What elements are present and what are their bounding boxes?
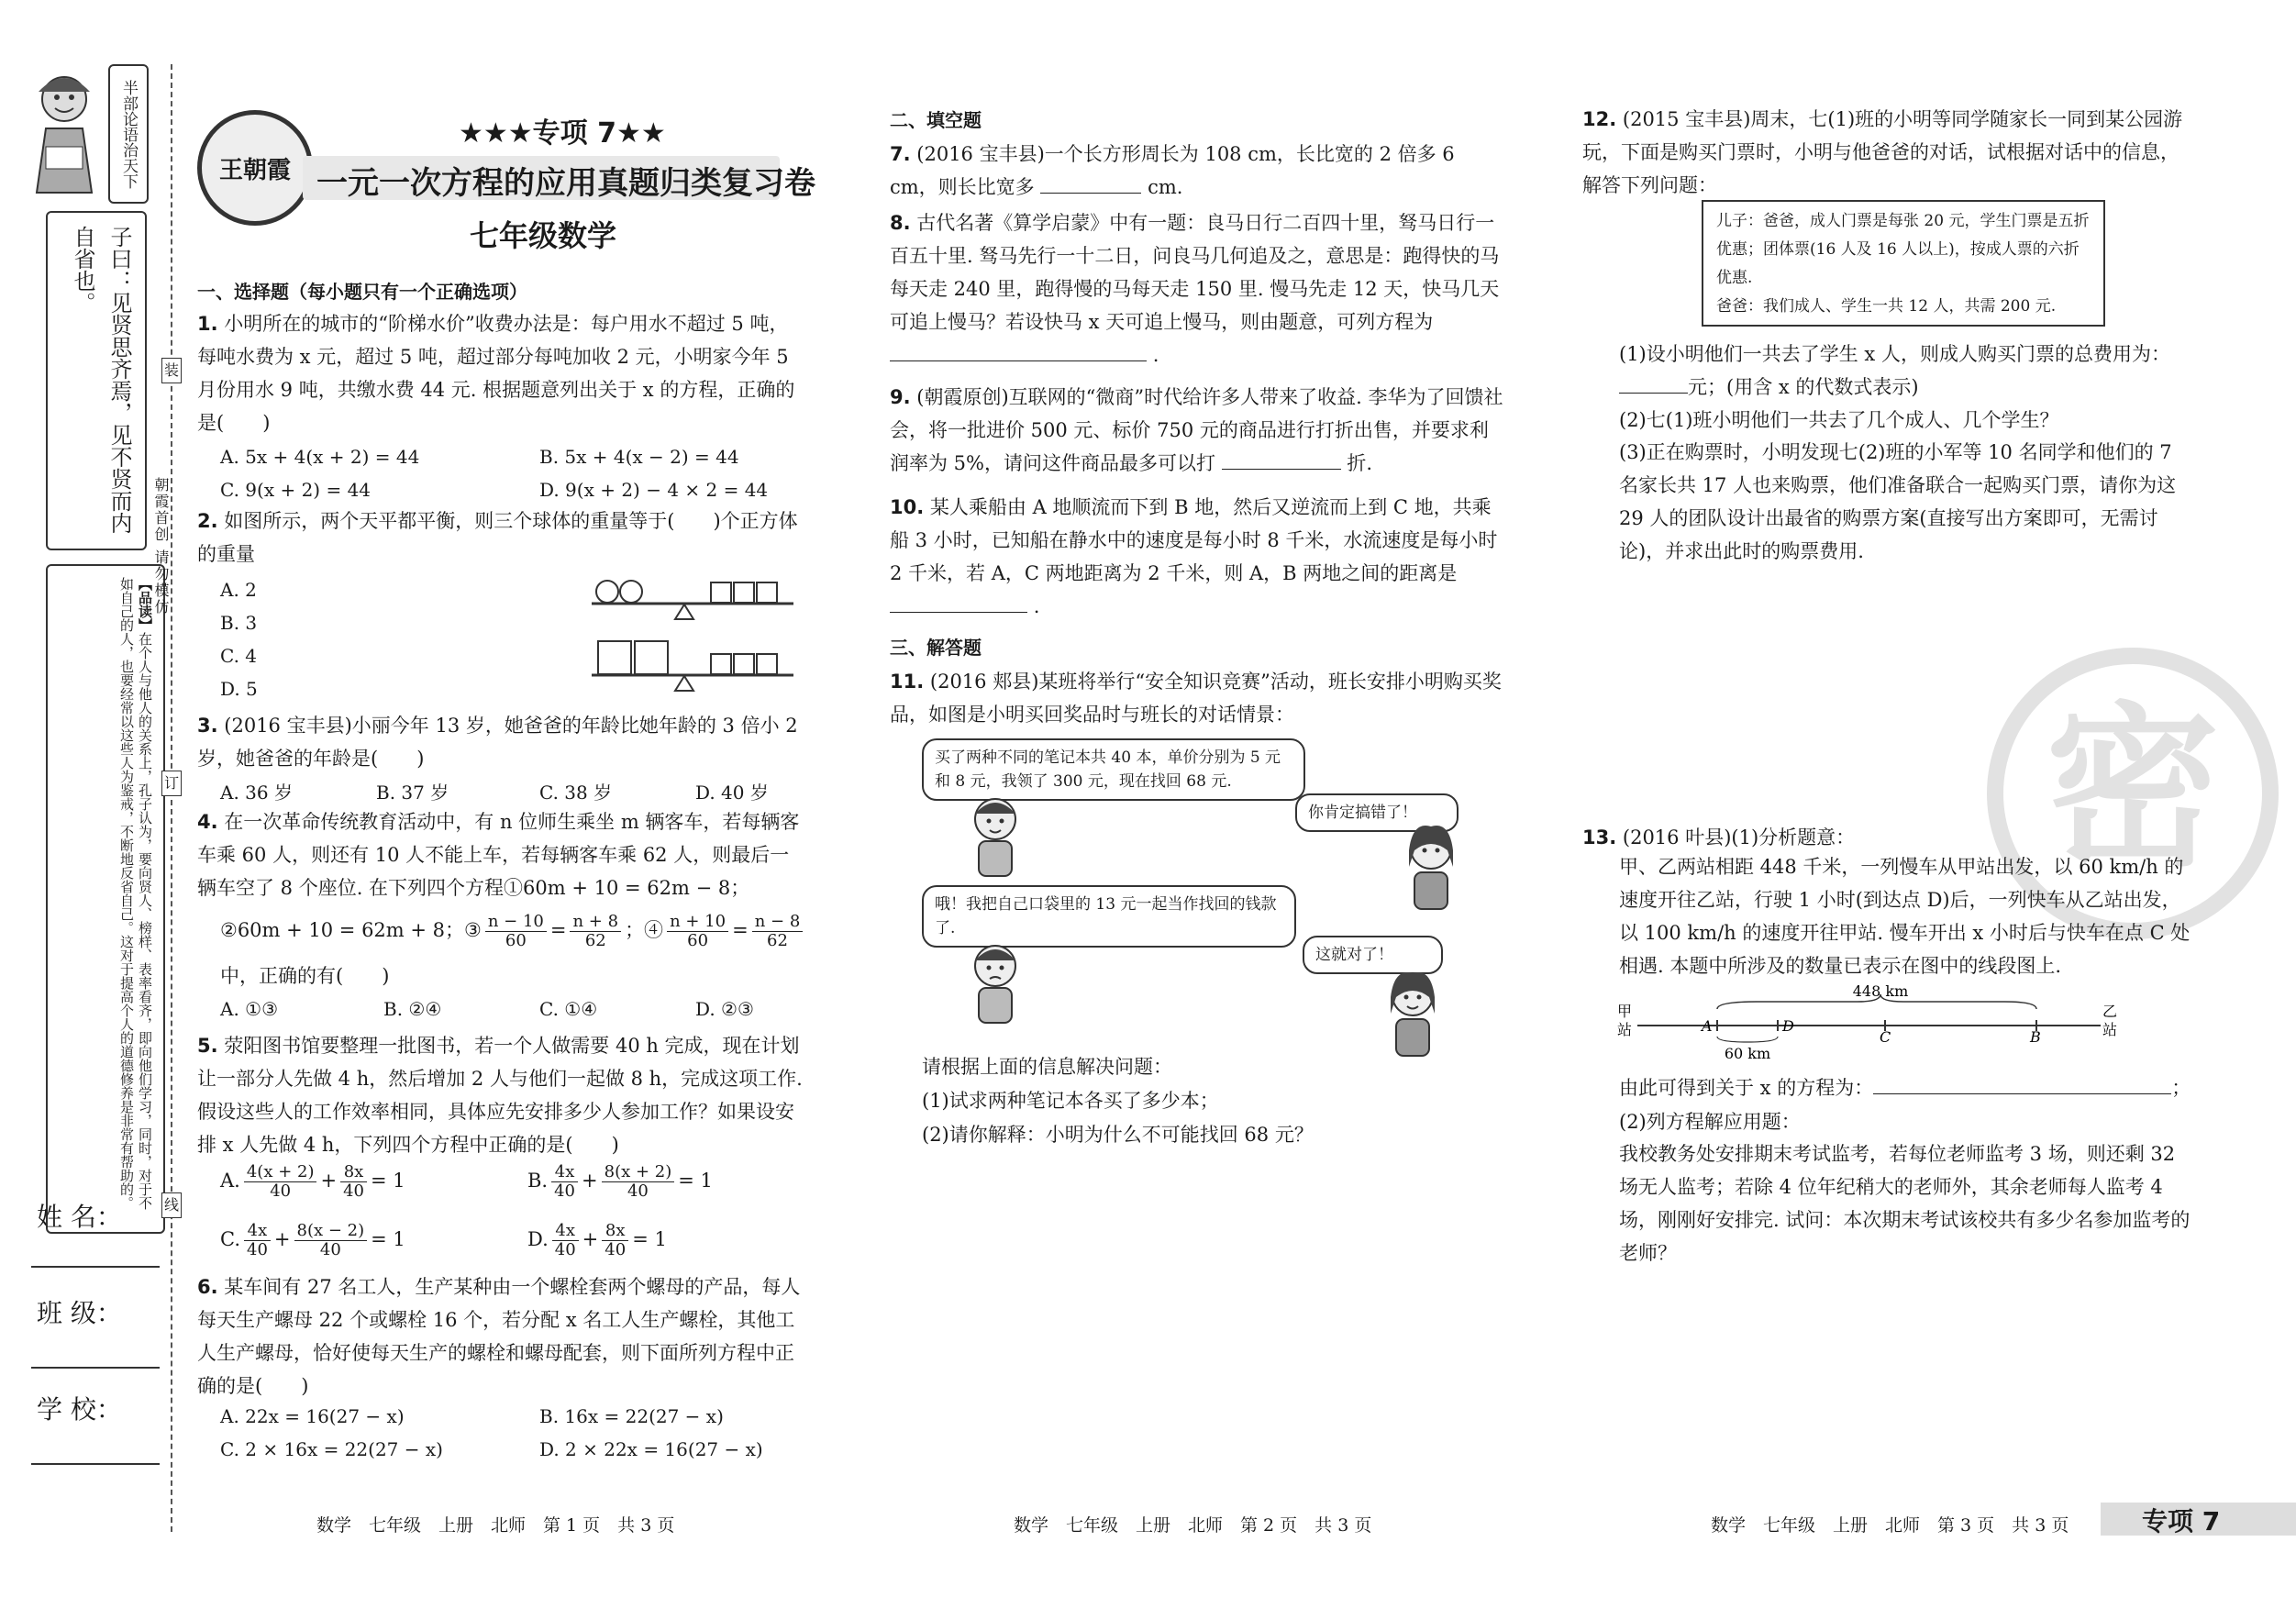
- pindu-box: [46, 564, 165, 1234]
- q2-option-c: C. 4: [220, 645, 258, 667]
- question-11: 11. (2016 郏县)某班将举行“安全知识竞赛”活动，班长安排小明购买奖品，如图是小明买回奖品时与班长的对话情景：: [890, 671, 1502, 726]
- school-line: [31, 1463, 160, 1465]
- name-line: [31, 1266, 160, 1268]
- svg-text:站: 站: [1617, 1021, 1633, 1038]
- footer-page-2: 数学 七年级 上册 北师 第 2 页 共 3 页: [1014, 1515, 1372, 1536]
- q4-number: 4.: [197, 811, 218, 833]
- cut-mark-2: 订: [161, 771, 182, 796]
- q12-blank[interactable]: [1619, 393, 1688, 394]
- q5-option-c: C. $\frac{4x}{40}$ + $\frac{8(x - 2)}{40}$ = 1: [220, 1221, 405, 1259]
- balance-scales-figure: [587, 573, 807, 711]
- school-label: 学 校：: [37, 1394, 122, 1425]
- q4-line2-a: ②60m + 10 = 62m + 8；③: [220, 919, 482, 941]
- cut-mark-1: 装: [161, 358, 182, 383]
- q4-tail: 中，正确的有( ): [220, 965, 390, 987]
- q2-option-a: A. 2: [220, 579, 257, 601]
- watermark-text: 密: [2045, 687, 2221, 890]
- q12-dialogue-son: 儿子：爸爸，成人门票是每张 20 元，学生门票是五折优惠；团体票(16 人及 16 人以上)，按成人票的六折优惠.: [1716, 212, 2090, 287]
- footer-page-1: 数学 七年级 上册 北师 第 1 页 共 3 页: [316, 1515, 675, 1536]
- q2-option-d: D. 5: [220, 678, 258, 700]
- comic-bubble-2: 你肯定搞错了！: [1295, 793, 1459, 832]
- q5-option-a: A. $\frac{4(x + 2)}{40}$ + $\frac{8x}{40}$ = 1: [220, 1162, 405, 1201]
- question-3: [197, 709, 807, 775]
- q3-option-d: D. 40 岁: [695, 782, 769, 804]
- q13-blank[interactable]: [1873, 1093, 2171, 1094]
- q6-text: 某车间有 27 名工人，生产某种由一个螺栓套两个螺母的产品，每人每天生产螺母 22 个或螺栓 16 个，若分配 x 名工人生产螺栓，其他工人生产螺母，恰好使每天生产的螺栓和螺母配套，则下面所列方程中正确的是( ): [197, 1276, 801, 1397]
- q5-number: 5.: [197, 1035, 218, 1057]
- q4-frac-3b: $\frac{n + 8}{62}$: [570, 913, 621, 950]
- confucius-quote: 子曰：见贤思齐焉，见不贤而内自省也。: [46, 211, 147, 550]
- q8-blank[interactable]: [890, 360, 1147, 361]
- q3-option-a: A. 36 岁: [220, 782, 293, 804]
- q6-option-a: A. 22x = 16(27 − x): [220, 1405, 405, 1427]
- cut-line: [171, 64, 172, 1532]
- q9-text: (朝霞原创)互联网的“微商”时代给许多人带来了收益. 李华为了回馈社会，将一批进价 500 元、标价 750 元的商品进行打折出售，并要求利润率为 5%，请问这件商品最多可以打: [890, 386, 1503, 474]
- q1-option-b: B. 5x + 4(x − 2) = 44: [539, 446, 739, 468]
- q10-blank[interactable]: [890, 612, 1027, 613]
- q13-part2-text: 我校教务处安排期末考试监考，若每位老师监考 3 场，则还剩 32 场无人监考；若除 4 位年纪稍大的老师外，其余老师每人监考 4 场，刚刚好安排完. 试问：本次期末考试该校共有多少名参加监考的老师？: [1619, 1143, 2191, 1264]
- svg-text:甲: 甲: [1617, 1003, 1633, 1020]
- q13-description: 甲、乙两站相距 448 千米，一列慢车从甲站出发，以 60 km/h 的速度开往乙站，行驶 1 小时(到达点 D)后，一列快车从乙站出发，以 100 km/h 的速度开往甲站. 慢车开出 x 小时后与快车在点 C 处相遇. 本题中所涉及的数量已表示在图中的线段图上.: [1619, 856, 2191, 977]
- diagram-total: 448 km: [1852, 982, 1909, 1000]
- line-segment-diagram: [1610, 981, 2124, 1064]
- question-7: 7. (2016 宝丰县)一个长方形周长为 108 cm，长比宽的 2 倍多 6 cm，则长比宽多 cm.: [890, 143, 1455, 198]
- q11-prompt: 请根据上面的信息解决问题：: [922, 1056, 1172, 1078]
- q7-text: (2016 宝丰县)一个长方形周长为 108 cm，长比宽的 2 倍多 6 cm，则长比宽多: [890, 143, 1455, 198]
- q4-option-b: B. ②④: [383, 998, 442, 1020]
- q3-option-b: B. 37 岁: [376, 782, 449, 804]
- q12-text: (2015 宝丰县)周末，七(1)班的小明等同学随家长一同到某公园游玩，下面是购买门票时，小明与他爸爸的对话，试根据对话中的信息，解答下列问题：: [1582, 108, 2183, 196]
- pindu-text: 在个人与他人的关系上，孔子认为，要向贤人、榜样、表率看齐，即向他们学习，同时，对于不如自己的人，也要经常以这些人为鉴戒，不断地反省自己。这对于提高个人的道德修养是非常有帮助的。: [118, 577, 153, 1210]
- q2-number: 2.: [197, 510, 218, 532]
- q11-part2: (2)请你解释：小明为什么不可能找回 68 元？: [922, 1124, 1314, 1146]
- question-5: [197, 1029, 807, 1161]
- girl-figure-icon: [1376, 968, 1449, 1069]
- q12-part2: (2)七(1)班小明他们一共去了几个成人、几个学生？: [1619, 409, 2059, 431]
- section3-heading: 三、解答题: [890, 637, 982, 659]
- q6-number: 6.: [197, 1276, 218, 1298]
- q5-text: 荥阳图书馆要整理一批图书，若一个人做需要 40 h 完成，现在计划让一部分人先做 4 h，然后增加 2 人与他们一起做 8 h，完成这项工作. 假设这些人的工作效率相同，具体应先安排多少人参加工作？如果设安排 x 人先做 4 h，下列四个方程中正确的是( ): [197, 1035, 803, 1156]
- question-2: [197, 505, 807, 571]
- q13-equation-prompt: 由此可得到关于 x 的方程为： ；: [1619, 1077, 2191, 1099]
- svg-text:B: B: [2030, 1028, 2041, 1046]
- class-line: [31, 1367, 160, 1369]
- comic-bubble-3: 哦！我把自己口袋里的 13 元一起当作找回的钱款了.: [922, 885, 1296, 948]
- comic-bubble-1: 买了两种不同的笔记本共 40 本，单价分别为 5 元和 8 元，我领了 300 元，现在找回 68 元.: [922, 738, 1305, 801]
- q11-part1: (1)试求两种笔记本各买了多少本；: [922, 1090, 1219, 1112]
- question-9: 9. (朝霞原创)互联网的“微商”时代给许多人带来了收益. 李华为了回馈社会，将一批进价 500 元、标价 750 元的商品进行打折出售，并要求利润率为 5%，请问这件商品最多可以打 折.: [890, 386, 1503, 474]
- question-4: [197, 805, 807, 904]
- svg-text:A: A: [1702, 1017, 1713, 1035]
- q6-option-c: C. 2 × 16x = 22(27 − x): [220, 1438, 443, 1460]
- page-subtitle: 七年级数学: [470, 218, 617, 253]
- q12-dialogue-dad: 爸爸：我们成人、学生一共 12 人，共需 200 元.: [1716, 297, 2057, 316]
- motto-box: 半部论语治天下: [108, 64, 149, 204]
- svg-text:站: 站: [2102, 1021, 2118, 1038]
- q1-option-d: D. 9(x + 2) − 4 × 2 = 44: [539, 479, 769, 501]
- q12-part1: (1)设小明他们一共去了学生 x 人，则成人购买门票的总费用为： 元；(用含 x 的代数式表示): [1619, 343, 2170, 398]
- q4-text: 在一次革命传统教育活动中，有 n 位师生乘坐 m 辆客车，若每辆客车乘 60 人，则还有 10 人不能上车，若每辆客车乘 62 人，则最后一辆车空了 8 个座位. 在下列四个方程①60m + 10 = 62m − 8；: [197, 811, 800, 899]
- svg-text:C: C: [1880, 1028, 1891, 1046]
- q13-text: (2016 叶县)(1)分析题意：: [1622, 826, 1856, 848]
- q10-text: 某人乘船由 A 地顺流而下到 B 地，然后又逆流而上到 C 地，共乘船 3 小时，已知船在静水中的速度是每小时 8 千米，水流速度是每小时 2 千米，若 A，C 两地距离为 2 千米，则 A，B 两地之间的距离是: [890, 496, 1498, 584]
- q1-number: 1.: [197, 313, 218, 335]
- notice-text: 朝霞首创 请勿模仿: [152, 477, 170, 616]
- question-10: 10. 某人乘船由 A 地顺流而下到 B 地，然后又逆流而上到 C 地，共乘船 3 小时，已知船在静水中的速度是每小时 8 千米，水流速度是每小时 2 千米，若 A，C 两地距离为 2 千米，则 A，B 两地之间的距离是 .: [890, 496, 1498, 617]
- question-13: 13. (2016 叶县)(1)分析题意：: [1582, 826, 1856, 848]
- question-1: [197, 307, 807, 439]
- q4-frac-4a: $\frac{n + 10}{60}$: [667, 913, 728, 950]
- q12-part3: (3)正在购票时，小明发现七(2)班的小军等 10 名同学和他们的 7 名家长共 17 人也来购票，他们准备联合一起购买门票，请你为这 29 人的团队设计出最省的购票方案(直接写出方案即可，无需讨论)，并求出此时的购票费用.: [1619, 441, 2177, 562]
- q1-option-a: A. 5x + 4(x + 2) = 44: [220, 446, 420, 468]
- q6-option-b: B. 16x = 22(27 − x): [539, 1405, 724, 1427]
- page-title: 一元一次方程的应用真题归类复习卷: [316, 165, 815, 202]
- comic-bubble-4: 这就对了！: [1303, 936, 1443, 974]
- svg-text:60 km: 60 km: [1724, 1045, 1771, 1062]
- class-label: 班 级：: [37, 1298, 122, 1328]
- section2-heading: 二、填空题: [890, 109, 982, 131]
- q2-option-b: B. 3: [220, 612, 258, 634]
- q9-blank[interactable]: [1222, 469, 1341, 470]
- name-label: 姓 名：: [37, 1202, 122, 1232]
- q11-text: (2016 郏县)某班将举行“安全知识竞赛”活动，班长安排小明购买奖品，如图是小明买回奖品时与班长的对话情景：: [890, 671, 1502, 726]
- q4-option-d: D. ②③: [695, 998, 754, 1020]
- footer-tag: 专项 7: [2142, 1506, 2221, 1536]
- footer-page-3: 数学 七年级 上册 北师 第 3 页 共 3 页: [1711, 1515, 2069, 1536]
- q8-text: 古代名著《算学启蒙》中有一题：良马日行二百四十里，驽马日行一百五十里. 驽马先行一十二日，问良马几何追及之，意思是：跑得快的马每天走 240 里，跑得慢的马每天走 150 里. 慢马先走 12 天，快马几天可追上慢马？若设快马 x 天可追上慢马，则由题意，可列方程为: [890, 212, 1500, 333]
- q3-option-c: C. 38 岁: [539, 782, 613, 804]
- q12-dialogue-box: [1702, 200, 2105, 327]
- q6-option-d: D. 2 × 22x = 16(27 − x): [539, 1438, 763, 1460]
- logo-text: 王朝霞: [218, 156, 291, 184]
- left-sidebar: [18, 64, 156, 1532]
- cut-mark-3: 线: [161, 1192, 182, 1218]
- boy-figure-icon: [959, 793, 1032, 885]
- q2-text: 如图所示，两个天平都平衡，则三个球体的重量等于( )个正方体的重量: [197, 510, 798, 565]
- q13-part2: (2)列方程解应用题：: [1619, 1111, 1801, 1133]
- pindu-title: 【品读】: [137, 577, 153, 632]
- q1-text: 小明所在的城市的“阶梯水价”收费办法是：每户用水不超过 5 吨，每吨水费为 x 元，超过 5 吨，超过部分每吨加收 2 元，小明家今年 5 月份用水 9 吨，共缴水费 44 元. 根据题意列出关于 x 的方程，正确的是( ): [197, 313, 795, 434]
- q1-option-c: C. 9(x + 2) = 44: [220, 479, 372, 501]
- boy-figure-icon: [959, 940, 1032, 1032]
- q5-option-d: D. $\frac{4x}{40}$ + $\frac{8x}{40}$ = 1: [527, 1221, 667, 1259]
- svg-text:乙: 乙: [2102, 1003, 2118, 1020]
- q4-option-c: C. ①④: [539, 998, 598, 1020]
- q4-frac-3a: $\frac{n - 10}{60}$: [485, 913, 547, 950]
- q4-frac-4b: $\frac{n - 8}{62}$: [752, 913, 804, 950]
- q4-line2: ②60m + 10 = 62m + 8；③ $\frac{n - 10}{60}$ = $\frac{n + 8}{62}$ ；④ $\frac{n + 10}{60}$ = $\frac{n - 8}{62}$: [220, 913, 806, 950]
- logo: [197, 110, 313, 226]
- girl-figure-icon: [1394, 821, 1468, 922]
- q3-number: 3.: [197, 715, 218, 737]
- scholar-figure-icon: [18, 64, 110, 202]
- q4-option-a: A. ①③: [220, 998, 279, 1020]
- question-8: 8. 古代名著《算学启蒙》中有一题：良马日行二百四十里，驽马日行一百五十里. 驽马先行一十二日，问良马几何追及之，意思是：跑得快的马每天走 240 里，跑得慢的马每天走 150 里. 慢马先走 12 天，快马几天可追上慢马？若设快马 x 天可追上慢马，则由题意，可列方程为 .: [890, 212, 1500, 366]
- special-badge: ★★★专项 7★★: [459, 117, 666, 150]
- question-6: [197, 1270, 807, 1403]
- q7-blank[interactable]: [1040, 193, 1141, 194]
- svg-text:D: D: [1782, 1017, 1794, 1035]
- section1-heading: 一、选择题（每小题只有一个正确选项）: [197, 281, 527, 303]
- question-12: 12. (2015 宝丰县)周末，七(1)班的小明等同学随家长一同到某公园游玩，下面是购买门票时，小明与他爸爸的对话，试根据对话中的信息，解答下列问题：: [1582, 108, 2183, 196]
- q5-option-b: B. $\frac{4x}{40}$ + $\frac{8(x + 2)}{40}$ = 1: [527, 1162, 713, 1201]
- q3-text: (2016 宝丰县)小丽今年 13 岁，她爸爸的年龄比她年龄的 3 倍小 2 岁，她爸爸的年龄是( ): [197, 715, 798, 770]
